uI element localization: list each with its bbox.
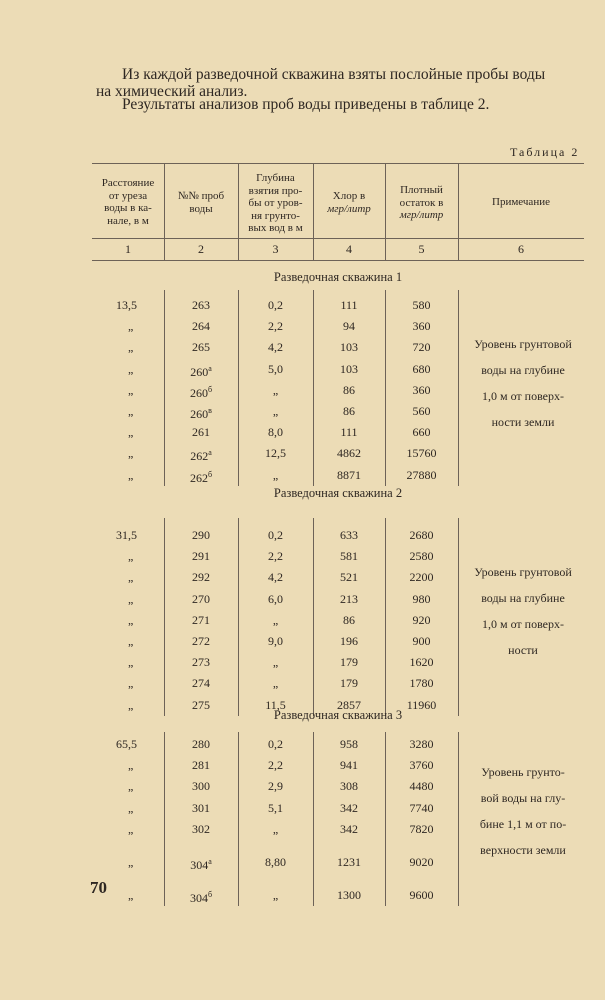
cell-depth: „ <box>272 612 279 627</box>
cell-no <box>164 613 238 627</box>
sample-number: 271 <box>192 612 210 627</box>
cell-res: 7740 <box>409 800 434 815</box>
cell-res: 27880 <box>406 467 437 482</box>
cell-res: 680 <box>412 361 431 376</box>
cell-res: 1620 <box>409 655 434 670</box>
cell-cl: 633 <box>340 528 358 542</box>
cell-depth: 6,0 <box>268 591 283 606</box>
cell-res: 3280 <box>409 737 434 751</box>
intro-line-3: Результаты анализов проб воды приведены в таблице 2. <box>122 96 490 113</box>
col-number: 3 <box>272 242 279 256</box>
cell-no <box>164 801 238 815</box>
col-number: 6 <box>518 242 524 256</box>
cell-dist: „ <box>128 340 134 355</box>
cell-dist: „ <box>128 446 134 461</box>
cell-dist: „ <box>128 855 134 869</box>
cell-no <box>164 779 238 793</box>
column-divider <box>458 518 459 716</box>
column-divider <box>164 732 165 906</box>
note-line: Уровень грунтовой <box>474 565 572 579</box>
cell-no <box>164 425 238 439</box>
cell-res: 2680 <box>409 528 434 542</box>
cell-res: 7820 <box>409 821 434 836</box>
cell-no <box>164 362 238 379</box>
col-number: 1 <box>125 242 131 256</box>
intro-line-2: на химический анализ. <box>96 83 248 100</box>
cell-depth: 5,0 <box>268 361 283 376</box>
note-line: Уровень грунтовой <box>474 337 572 351</box>
table-top-rule <box>92 163 584 164</box>
cell-no <box>164 383 238 400</box>
section-title: Разведочная скважина 1 <box>273 270 403 284</box>
sample-suffix: а <box>208 857 212 866</box>
cell-cl: 342 <box>340 800 358 815</box>
sample-number: 281 <box>192 758 210 773</box>
note-line: ности земли <box>491 415 555 429</box>
cell-depth: 2,2 <box>268 319 283 334</box>
col-number: 2 <box>198 242 204 256</box>
cell-res: 2200 <box>409 570 434 585</box>
note-line: бине 1,1 м от по- <box>479 817 567 831</box>
colnum-rule <box>92 260 584 261</box>
cell-dist: „ <box>128 361 134 376</box>
cell-dist: 13,5 <box>116 298 137 312</box>
cell-dist: „ <box>128 821 134 836</box>
cell-cl: 308 <box>340 779 358 794</box>
cell-res: 9020 <box>409 855 434 869</box>
cell-cl: 103 <box>340 361 358 376</box>
cell-no <box>164 855 238 872</box>
cell-no <box>164 468 238 485</box>
sample-number: 304 <box>190 858 209 872</box>
sample-suffix: б <box>207 469 213 479</box>
cell-res: 9600 <box>409 888 434 903</box>
cell-res: 4480 <box>409 779 434 794</box>
sample-number: 260 <box>189 385 208 400</box>
cell-depth: „ <box>272 382 279 397</box>
cell-no <box>164 758 238 772</box>
sample-suffix: б <box>207 890 213 900</box>
cell-depth: 2,2 <box>268 758 283 773</box>
cell-res: 580 <box>412 298 431 312</box>
cell-no <box>164 676 238 690</box>
cell-dist: „ <box>128 591 134 606</box>
header-rule <box>92 238 584 239</box>
sample-suffix: б <box>207 384 213 394</box>
cell-depth: 12,5 <box>265 446 286 461</box>
cell-no <box>164 888 238 905</box>
cell-res: 660 <box>412 425 431 440</box>
cell-no <box>164 319 238 333</box>
cell-no <box>164 737 238 751</box>
column-divider <box>164 518 165 716</box>
cell-depth: „ <box>272 676 279 691</box>
section-note <box>462 559 584 663</box>
cell-dist: „ <box>128 888 134 903</box>
cell-cl: 103 <box>340 340 358 355</box>
note-line: воды на глубине <box>481 363 565 377</box>
sample-number: 261 <box>192 425 210 440</box>
sample-number: 265 <box>192 340 210 355</box>
cell-res: 900 <box>412 634 431 648</box>
cell-cl: 958 <box>340 737 358 751</box>
cell-dist: „ <box>128 570 134 585</box>
cell-cl: 1231 <box>337 855 361 869</box>
sample-number: 262 <box>190 449 209 464</box>
note-line: Уровень грунто- <box>481 765 565 779</box>
cell-depth: 8,0 <box>268 425 283 440</box>
cell-res: 1780 <box>409 676 434 691</box>
cell-no <box>164 549 238 563</box>
cell-no <box>164 592 238 606</box>
cell-dist: „ <box>128 800 134 815</box>
column-divider <box>458 732 459 906</box>
cell-res: 920 <box>412 612 431 627</box>
cell-depth: 0,2 <box>268 528 283 542</box>
cell-no <box>164 570 238 584</box>
cell-dist: „ <box>128 425 134 440</box>
cell-cl: 4862 <box>337 446 361 461</box>
cell-depth: 9,0 <box>268 634 283 648</box>
cell-dist: „ <box>128 467 134 482</box>
cell-dist: „ <box>128 382 134 397</box>
cell-dist: „ <box>128 634 134 648</box>
column-divider <box>238 290 239 486</box>
sample-number: 300 <box>192 779 210 794</box>
cell-dist: 31,5 <box>116 528 137 542</box>
cell-no <box>164 634 238 648</box>
cell-no <box>164 446 238 463</box>
cell-depth: „ <box>272 821 279 836</box>
cell-depth: 4,2 <box>268 340 283 355</box>
cell-cl: 1300 <box>337 888 361 903</box>
column-divider <box>313 290 314 486</box>
cell-cl: 581 <box>340 549 358 564</box>
sample-number: 275 <box>192 697 210 712</box>
header-chlorine: Хлор в мгр/литр <box>327 190 371 215</box>
sample-number: 302 <box>192 821 210 836</box>
cell-cl: 179 <box>340 676 358 691</box>
page-number: 70 <box>90 878 107 897</box>
cell-res: 2580 <box>409 549 434 564</box>
cell-res: 980 <box>412 591 431 606</box>
sample-number: 304 <box>189 891 208 906</box>
sample-number: 263 <box>192 298 210 312</box>
cell-res: 15760 <box>406 446 437 461</box>
cell-depth: 4,2 <box>268 570 283 585</box>
column-divider <box>238 518 239 716</box>
cell-res: 360 <box>412 319 431 334</box>
cell-cl: 2857 <box>337 697 361 712</box>
cell-cl: 521 <box>340 570 358 585</box>
cell-res: 560 <box>412 404 431 418</box>
section-title: Разведочная скважина 2 <box>273 486 403 500</box>
cell-depth: 11,5 <box>265 697 286 712</box>
column-divider <box>458 290 459 486</box>
section-note <box>462 331 584 435</box>
cell-cl: 111 <box>340 298 358 312</box>
sample-number: 292 <box>192 570 210 585</box>
note-line: 1,0 м от поверх- <box>481 617 565 631</box>
sample-number: 301 <box>192 800 210 815</box>
cell-cl: 342 <box>340 821 358 836</box>
cell-cl: 86 <box>343 382 355 397</box>
cell-res: 720 <box>412 340 431 355</box>
cell-dist: „ <box>128 697 134 712</box>
sample-number: 260 <box>190 407 209 421</box>
note-line: 1,0 м от поверх- <box>481 389 565 403</box>
cell-dist: „ <box>128 655 134 670</box>
sample-number: 274 <box>192 676 210 691</box>
sample-number: 260 <box>190 364 209 379</box>
intro-line-1: Из каждой разведочной скважина взяты послойные пробы воды <box>122 66 546 83</box>
cell-cl: 213 <box>340 591 358 606</box>
column-divider <box>385 518 386 716</box>
section-title: Разведочная скважина 3 <box>273 708 403 722</box>
cell-cl: 94 <box>343 319 355 334</box>
cell-dist: „ <box>128 319 134 334</box>
note-line: воды на глубине <box>481 591 565 605</box>
header-note: Примечание <box>492 196 550 208</box>
sample-number: 264 <box>192 319 210 334</box>
column-divider <box>385 732 386 906</box>
cell-cl: 111 <box>340 425 358 440</box>
sample-suffix: в <box>208 406 212 415</box>
cell-depth: „ <box>272 655 279 670</box>
cell-depth: 2,2 <box>268 549 283 564</box>
cell-depth: 2,9 <box>268 779 283 794</box>
cell-dist: „ <box>128 404 134 418</box>
table-caption: Таблица 2 <box>510 145 580 159</box>
column-divider <box>238 732 239 906</box>
cell-dist: 65,5 <box>116 737 137 751</box>
sample-number: 272 <box>192 634 210 648</box>
cell-no <box>164 404 238 421</box>
cell-depth: „ <box>272 888 279 903</box>
column-divider <box>385 290 386 486</box>
sample-number: 290 <box>192 528 210 542</box>
cell-res: 360 <box>412 382 431 397</box>
sample-number: 273 <box>192 655 210 670</box>
cell-dist: „ <box>128 549 134 564</box>
header-depth: Глубина взятия про- бы от уров- ня грунто- вых вод в м <box>248 172 303 234</box>
cell-dist: „ <box>128 779 134 794</box>
column-divider <box>313 518 314 716</box>
cell-no <box>164 340 238 354</box>
cell-depth: „ <box>272 404 279 418</box>
section-note <box>462 759 584 863</box>
sample-number: 291 <box>192 549 210 564</box>
cell-cl: 86 <box>343 404 355 418</box>
cell-cl: 86 <box>343 612 355 627</box>
col-number: 4 <box>346 242 352 256</box>
sample-suffix: а <box>208 363 212 373</box>
cell-depth: 0,2 <box>268 737 283 751</box>
cell-no <box>164 528 238 542</box>
cell-depth: 8,80 <box>265 855 286 869</box>
sample-number: 280 <box>192 737 210 751</box>
cell-no <box>164 298 238 312</box>
header-sample-no: №№ проб воды <box>177 190 225 215</box>
cell-res: 3760 <box>409 758 434 773</box>
note-line: ности <box>508 643 538 657</box>
cell-cl: 941 <box>340 758 358 773</box>
cell-dist: „ <box>128 676 134 691</box>
note-line: верхности земли <box>480 843 566 857</box>
cell-depth: „ <box>272 467 279 482</box>
cell-depth: 0,2 <box>268 298 283 312</box>
sample-number: 270 <box>192 591 210 606</box>
header-distance: Расстояние от уреза воды в ка- нале, в м <box>101 177 155 227</box>
sample-number: 262 <box>189 470 208 485</box>
cell-no <box>164 655 238 669</box>
note-line: вой воды на глу- <box>480 791 566 805</box>
cell-cl: 196 <box>340 634 358 648</box>
sample-suffix: а <box>208 448 212 458</box>
cell-depth: 5,1 <box>268 800 283 815</box>
cell-dist: „ <box>128 758 134 773</box>
column-divider <box>313 732 314 906</box>
cell-res: 11960 <box>406 697 437 712</box>
cell-cl: 8871 <box>337 467 361 482</box>
header-residue: Плотный остаток в мгр/литр <box>399 184 444 221</box>
cell-no <box>164 822 238 836</box>
cell-dist: „ <box>128 612 134 627</box>
column-divider <box>164 290 165 486</box>
cell-cl: 179 <box>340 655 358 670</box>
col-number: 5 <box>418 242 425 256</box>
